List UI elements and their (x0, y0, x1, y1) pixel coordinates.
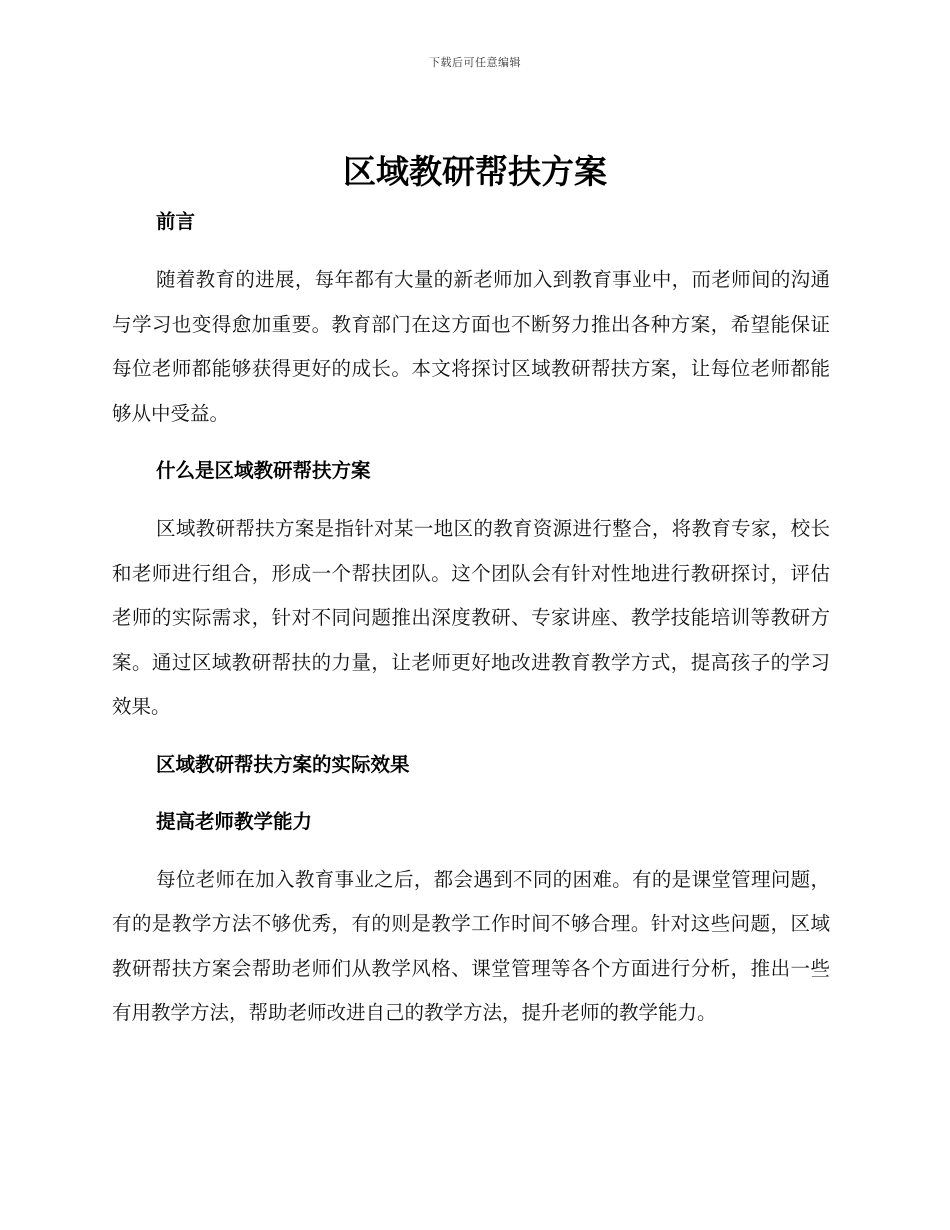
section-heading-what-is: 什么是区域教研帮扶方案 (156, 459, 371, 482)
section-heading-effects: 区域教研帮扶方案的实际效果 (156, 752, 410, 776)
document-title: 区域教研帮扶方案 (343, 152, 607, 191)
paragraph-teaching-ability: 每位老师在加入教育事业之后，都会遇到不同的困难。有的是课堂管理问题，有的是教学方法不够优秀，有的则是教学工作时间不够合理。针对这些问题，区域教研帮扶方案会帮助老师们从教学风格、课堂管理等各个方面进行分析，推出一些有用教学方法，帮助老师改进自己的教学方法，提升老师的教学能力。 (112, 867, 830, 1024)
document-body (112, 200, 830, 1036)
page-header-note: 下载后可任意编辑 (429, 56, 521, 69)
paragraph-what-is: 区域教研帮扶方案是指针对某一地区的教育资源进行整合，将教育专家，校长和老师进行组合，形成一个帮扶团队。这个团队会有针对性地进行教研探讨，评估老师的实际需求，针对不同问题推出深度教研、专家讲座、教学技能培训等教研方案。通过区域教研帮扶的力量，让老师更好地改进教育教学方式，提高孩子的学习效果。 (112, 517, 830, 718)
section-heading-preface: 前言 (156, 210, 196, 233)
subsection-heading-teaching-ability: 提高老师教学能力 (156, 809, 313, 833)
paragraph-preface: 随着教育的进展，每年都有大量的新老师加入到教育事业中，而老师间的沟通与学习也变得愈加重要。教育部门在这方面也不断努力推出各种方案，希望能保证每位老师都能够获得更好的成长。本文将探讨区域教研帮扶方案，让每位老师都能够从中受益。 (112, 268, 830, 425)
